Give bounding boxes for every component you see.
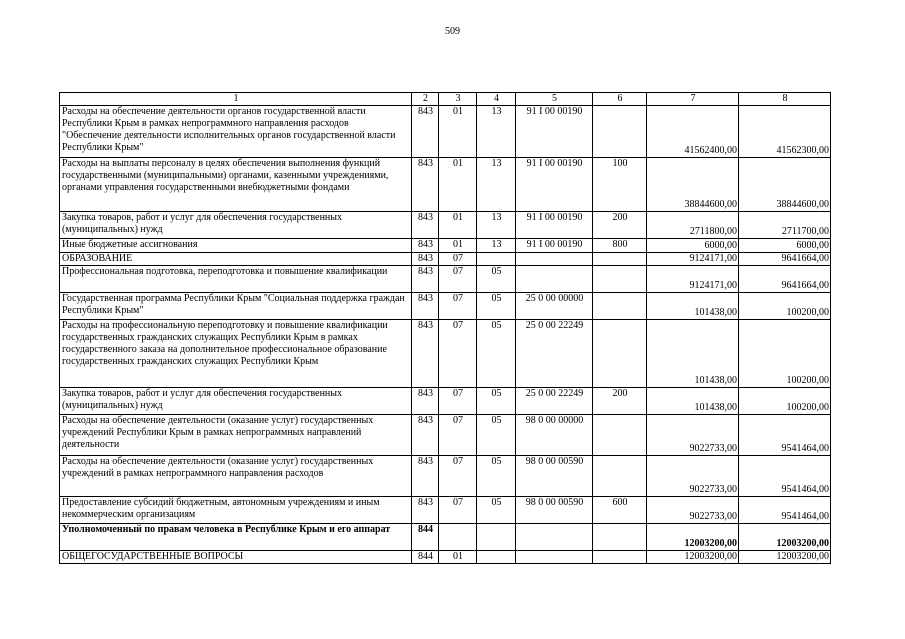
expense-type-code: 200 (593, 388, 647, 415)
subsection-code: 13 (477, 212, 516, 239)
subsection-code: 05 (477, 456, 516, 497)
table-row (60, 320, 831, 388)
subsection-code: 05 (477, 497, 516, 524)
target-article-code: 98 0 00 00000 (516, 415, 593, 456)
amount-col-8: 12003200,00 (739, 524, 831, 551)
target-article-code (516, 253, 593, 266)
column-number: 7 (647, 93, 739, 106)
column-number: 4 (477, 93, 516, 106)
section-code: 01 (439, 158, 477, 212)
table-row (60, 551, 831, 564)
subsection-code: 05 (477, 293, 516, 320)
section-code: 07 (439, 456, 477, 497)
expense-type-code (593, 253, 647, 266)
target-article-code: 91 I 00 00190 (516, 239, 593, 253)
section-code: 07 (439, 293, 477, 320)
ministry-code: 843 (412, 212, 439, 239)
section-code: 07 (439, 415, 477, 456)
amount-col-8: 41562300,00 (739, 106, 831, 158)
ministry-code: 843 (412, 388, 439, 415)
amount-col-7: 101438,00 (647, 320, 739, 388)
row-description: Расходы на профессиональную переподготовку и повышение квалификации государственных гражданских служащих Республики Крым в рамках государственного заказа на дополнительное профессиональное образование государственных гражданских служащих Республики Крым (60, 320, 412, 388)
expense-type-code: 800 (593, 239, 647, 253)
row-description: Закупка товаров, работ и услуг для обеспечения государственных (муниципальных) нужд (60, 212, 412, 239)
expense-type-code (593, 106, 647, 158)
amount-col-7: 101438,00 (647, 388, 739, 415)
column-number: 1 (60, 93, 412, 106)
table-row (60, 158, 831, 212)
ministry-code: 843 (412, 106, 439, 158)
amount-col-7: 9124171,00 (647, 266, 739, 293)
subsection-code (477, 253, 516, 266)
table-row (60, 415, 831, 456)
subsection-code: 05 (477, 388, 516, 415)
subsection-code (477, 551, 516, 564)
section-code: 07 (439, 266, 477, 293)
target-article-code (516, 524, 593, 551)
subsection-code: 13 (477, 158, 516, 212)
section-code: 07 (439, 388, 477, 415)
amount-col-8: 2711700,00 (739, 212, 831, 239)
subsection-code: 05 (477, 415, 516, 456)
amount-col-8: 12003200,00 (739, 551, 831, 564)
column-number: 3 (439, 93, 477, 106)
expense-type-code (593, 456, 647, 497)
row-description: Иные бюджетные ассигнования (60, 239, 412, 253)
expense-type-code (593, 320, 647, 388)
table-row (60, 106, 831, 158)
target-article-code (516, 551, 593, 564)
target-article-code: 25 0 00 00000 (516, 293, 593, 320)
expense-type-code (593, 551, 647, 564)
column-number: 8 (739, 93, 831, 106)
column-number: 2 (412, 93, 439, 106)
table-row (60, 388, 831, 415)
ministry-code: 843 (412, 320, 439, 388)
ministry-code: 843 (412, 239, 439, 253)
expense-type-code (593, 524, 647, 551)
section-code: 07 (439, 320, 477, 388)
amount-col-7: 41562400,00 (647, 106, 739, 158)
row-description: ОБРАЗОВАНИЕ (60, 253, 412, 266)
target-article-code: 91 I 00 00190 (516, 212, 593, 239)
row-description: Расходы на выплаты персоналу в целях обеспечения выполнения функций государственными (муниципальными) органами, казенными учреждениями, органами управления государственными внебюджетными фондами (60, 158, 412, 212)
amount-col-7: 9022733,00 (647, 456, 739, 497)
row-description: Предоставление субсидий бюджетным, автономным учреждениям и иным некоммерческим организациям (60, 497, 412, 524)
table-row (60, 293, 831, 320)
expense-type-code (593, 293, 647, 320)
expense-type-code: 600 (593, 497, 647, 524)
ministry-code: 843 (412, 415, 439, 456)
table-row (60, 266, 831, 293)
row-description: Расходы на обеспечение деятельности (оказание услуг) государственных учреждений Республики Крым в рамках непрограммных направлений деятельности (60, 415, 412, 456)
subsection-code: 13 (477, 239, 516, 253)
target-article-code: 25 0 00 22249 (516, 320, 593, 388)
column-number: 5 (516, 93, 593, 106)
amount-col-8: 9641664,00 (739, 266, 831, 293)
row-description: Расходы на обеспечение деятельности органов государственной власти Республики Крым в рамках непрограммного направления расходов "Обеспечение деятельности исполнительных органов государственной власти Республики Крым" (60, 106, 412, 158)
ministry-code: 844 (412, 551, 439, 564)
section-code: 01 (439, 212, 477, 239)
table-row (60, 253, 831, 266)
amount-col-8: 9541464,00 (739, 415, 831, 456)
target-article-code (516, 266, 593, 293)
row-description: ОБЩЕГОСУДАРСТВЕННЫЕ ВОПРОСЫ (60, 551, 412, 564)
amount-col-8: 6000,00 (739, 239, 831, 253)
subsection-code (477, 524, 516, 551)
section-code: 07 (439, 253, 477, 266)
budget-table (59, 92, 831, 564)
expense-type-code: 200 (593, 212, 647, 239)
target-article-code: 98 0 00 00590 (516, 456, 593, 497)
row-description: Государственная программа Республики Крым "Социальная поддержка граждан Республики Крым" (60, 293, 412, 320)
amount-col-7: 6000,00 (647, 239, 739, 253)
target-article-code: 91 I 00 00190 (516, 106, 593, 158)
amount-col-8: 38844600,00 (739, 158, 831, 212)
ministry-code: 843 (412, 158, 439, 212)
amount-col-8: 100200,00 (739, 293, 831, 320)
amount-col-8: 9541464,00 (739, 497, 831, 524)
amount-col-8: 9641664,00 (739, 253, 831, 266)
ministry-code: 843 (412, 456, 439, 497)
amount-col-7: 12003200,00 (647, 524, 739, 551)
expense-type-code (593, 266, 647, 293)
target-article-code: 25 0 00 22249 (516, 388, 593, 415)
amount-col-7: 38844600,00 (647, 158, 739, 212)
table-row (60, 239, 831, 253)
row-description: Закупка товаров, работ и услуг для обеспечения государственных (муниципальных) нужд (60, 388, 412, 415)
amount-col-7: 9022733,00 (647, 415, 739, 456)
ministry-code: 843 (412, 266, 439, 293)
amount-col-8: 100200,00 (739, 320, 831, 388)
page-number: 509 (445, 26, 460, 37)
amount-col-7: 9124171,00 (647, 253, 739, 266)
ministry-code: 843 (412, 293, 439, 320)
target-article-code: 91 I 00 00190 (516, 158, 593, 212)
table-row (60, 212, 831, 239)
target-article-code: 98 0 00 00590 (516, 497, 593, 524)
column-number-row (60, 93, 831, 106)
amount-col-8: 9541464,00 (739, 456, 831, 497)
table-row (60, 524, 831, 551)
ministry-code: 844 (412, 524, 439, 551)
amount-col-7: 9022733,00 (647, 497, 739, 524)
subsection-code: 05 (477, 266, 516, 293)
section-code (439, 524, 477, 551)
amount-col-8: 100200,00 (739, 388, 831, 415)
amount-col-7: 2711800,00 (647, 212, 739, 239)
subsection-code: 05 (477, 320, 516, 388)
section-code: 01 (439, 551, 477, 564)
section-code: 01 (439, 239, 477, 253)
table-row (60, 497, 831, 524)
ministry-code: 843 (412, 253, 439, 266)
amount-col-7: 101438,00 (647, 293, 739, 320)
row-description: Профессиональная подготовка, переподготовка и повышение квалификации (60, 266, 412, 293)
row-description: Уполномоченный по правам человека в Республике Крым и его аппарат (60, 524, 412, 551)
section-code: 07 (439, 497, 477, 524)
section-code: 01 (439, 106, 477, 158)
amount-col-7: 12003200,00 (647, 551, 739, 564)
expense-type-code (593, 415, 647, 456)
row-description: Расходы на обеспечение деятельности (оказание услуг) государственных учреждений в рамках непрограммного направления расходов (60, 456, 412, 497)
column-number: 6 (593, 93, 647, 106)
expense-type-code: 100 (593, 158, 647, 212)
subsection-code: 13 (477, 106, 516, 158)
table-row (60, 456, 831, 497)
ministry-code: 843 (412, 497, 439, 524)
